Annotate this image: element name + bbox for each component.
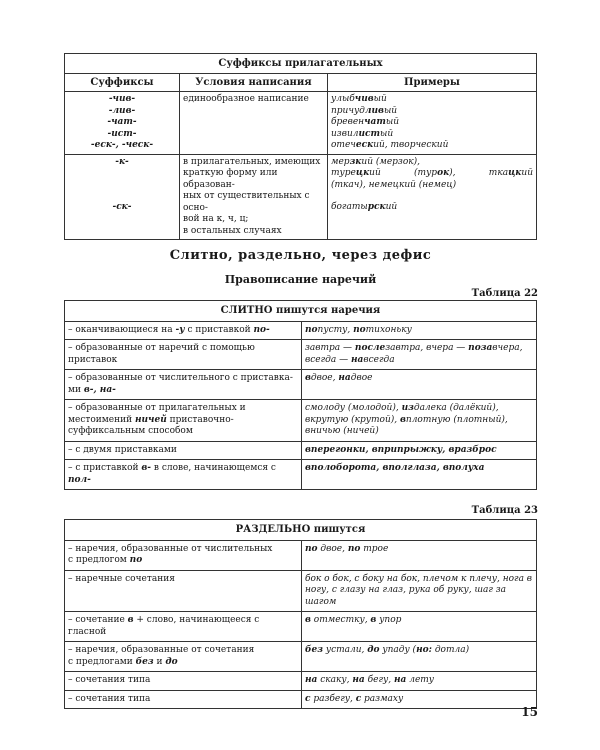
col-header-examples: Примеры	[328, 73, 537, 92]
subsection-heading: Правописание наречий	[224, 273, 377, 286]
col-header-conditions: Условия написания	[180, 73, 328, 92]
rule: – наречия, образованные от сочетания с предлогами без и до	[65, 642, 302, 672]
table-row	[65, 570, 537, 612]
table-label: Таблица 23	[471, 505, 538, 516]
example: бок о бок, с боку на бок, плечом к плечу, нога в ногу, с глазу на глаз, рука об руку, шаг за шагом	[302, 570, 537, 612]
examples	[328, 92, 537, 155]
example: без устали, до упаду (но: дотла)	[302, 642, 537, 672]
table-row	[65, 460, 537, 490]
suffix: -ист-	[107, 128, 137, 139]
example: (ткач), немецкий (немец)	[331, 179, 457, 190]
table-row	[65, 92, 537, 155]
example: вполоборота, вполглаза, вполуха	[302, 460, 537, 490]
rule: – образованные от числительного с приставка- ми в-, на-	[65, 370, 302, 400]
section-heading: Слитно, раздельно, через дефис	[169, 248, 432, 263]
table-label: Таблица 22	[471, 288, 538, 299]
examples	[328, 154, 537, 240]
suffix: -ск-	[112, 202, 132, 212]
table-row	[65, 441, 537, 460]
fused-adverbs-table	[64, 300, 537, 490]
rule: – сочетание в + слово, начинающееся с гласной	[65, 612, 302, 642]
example: завтра — послезавтра, вчера — позавчера, всегда — навсегда	[302, 340, 537, 370]
example: мерзкий (мерзок),	[331, 156, 420, 167]
example: улыбчивый	[331, 94, 387, 104]
table-caption: Суффиксы прилагательных	[65, 54, 537, 74]
table-row	[65, 400, 537, 442]
example: вперегонки, вприпрыжку, вразброс	[302, 441, 537, 460]
example: турецкий (турок), ткацкий	[331, 168, 533, 178]
rule: – образованные от прилагательных и местоимений ничей приставочно-суффиксальным способом	[65, 400, 302, 442]
example: богатырский	[331, 202, 398, 212]
rule: – сочетания типа	[65, 672, 302, 691]
page-number: 15	[521, 705, 538, 719]
table-caption: СЛИТНО пишутся наречия	[65, 301, 537, 322]
example: по двое, по трое	[302, 540, 537, 570]
table-row	[65, 642, 537, 672]
example: бревенчатый	[331, 117, 400, 127]
rule: – наречные сочетания	[65, 570, 302, 612]
separate-adverbs-table	[64, 519, 537, 709]
col-header-suffixes: Суффиксы	[65, 73, 180, 92]
suffix-list	[65, 154, 180, 240]
example: на скаку, на бегу, на лету	[302, 672, 537, 691]
example: причудливый	[331, 105, 398, 116]
table-caption: РАЗДЕЛЬНО пишутся	[65, 520, 537, 541]
suffix: -чив-	[108, 94, 136, 104]
table-row	[65, 321, 537, 340]
rule: – оканчивающиеся на -у с приставкой по-	[65, 321, 302, 340]
table-row	[65, 690, 537, 709]
table-row	[65, 612, 537, 642]
suffix: -еск-, -ческ-	[90, 140, 154, 150]
example: отеческий, творческий	[331, 140, 449, 150]
rule: – наречия, образованные от числительных с предлогом по	[65, 540, 302, 570]
example: смолоду (молодой), издалека (далёкий), вкрутую (крутой), вплотную (плотный), вничью (ничей)	[302, 400, 537, 442]
condition: в прилагательных, имеющих краткую форму или образован- ных от существительных с осно- вой на к, ч, ц; в остальных случаях	[180, 154, 328, 240]
example: попусту, потихоньку	[302, 321, 537, 340]
adjective-suffixes-table	[64, 53, 537, 240]
table-row	[65, 340, 537, 370]
rule: – образованные от наречий с помощью приставок	[65, 340, 302, 370]
suffix: -лив-	[108, 105, 136, 116]
table-row	[65, 672, 537, 691]
suffix-list	[65, 92, 180, 155]
rule: – с двумя приставками	[65, 441, 302, 460]
rule: – сочетания типа	[65, 690, 302, 709]
example: в отместку, в упор	[302, 612, 537, 642]
condition: единообразное написание	[180, 92, 328, 155]
rule: – с приставкой в- в слове, начинающемся с пол-	[65, 460, 302, 490]
suffix: -к-	[115, 156, 129, 167]
suffix: -чат-	[107, 117, 137, 127]
table-row	[65, 370, 537, 400]
example: с разбегу, с размаху	[302, 690, 537, 709]
example: вдвое, надвое	[302, 370, 537, 400]
table-row	[65, 540, 537, 570]
table-row	[65, 154, 537, 240]
example: извилистый	[331, 128, 394, 139]
